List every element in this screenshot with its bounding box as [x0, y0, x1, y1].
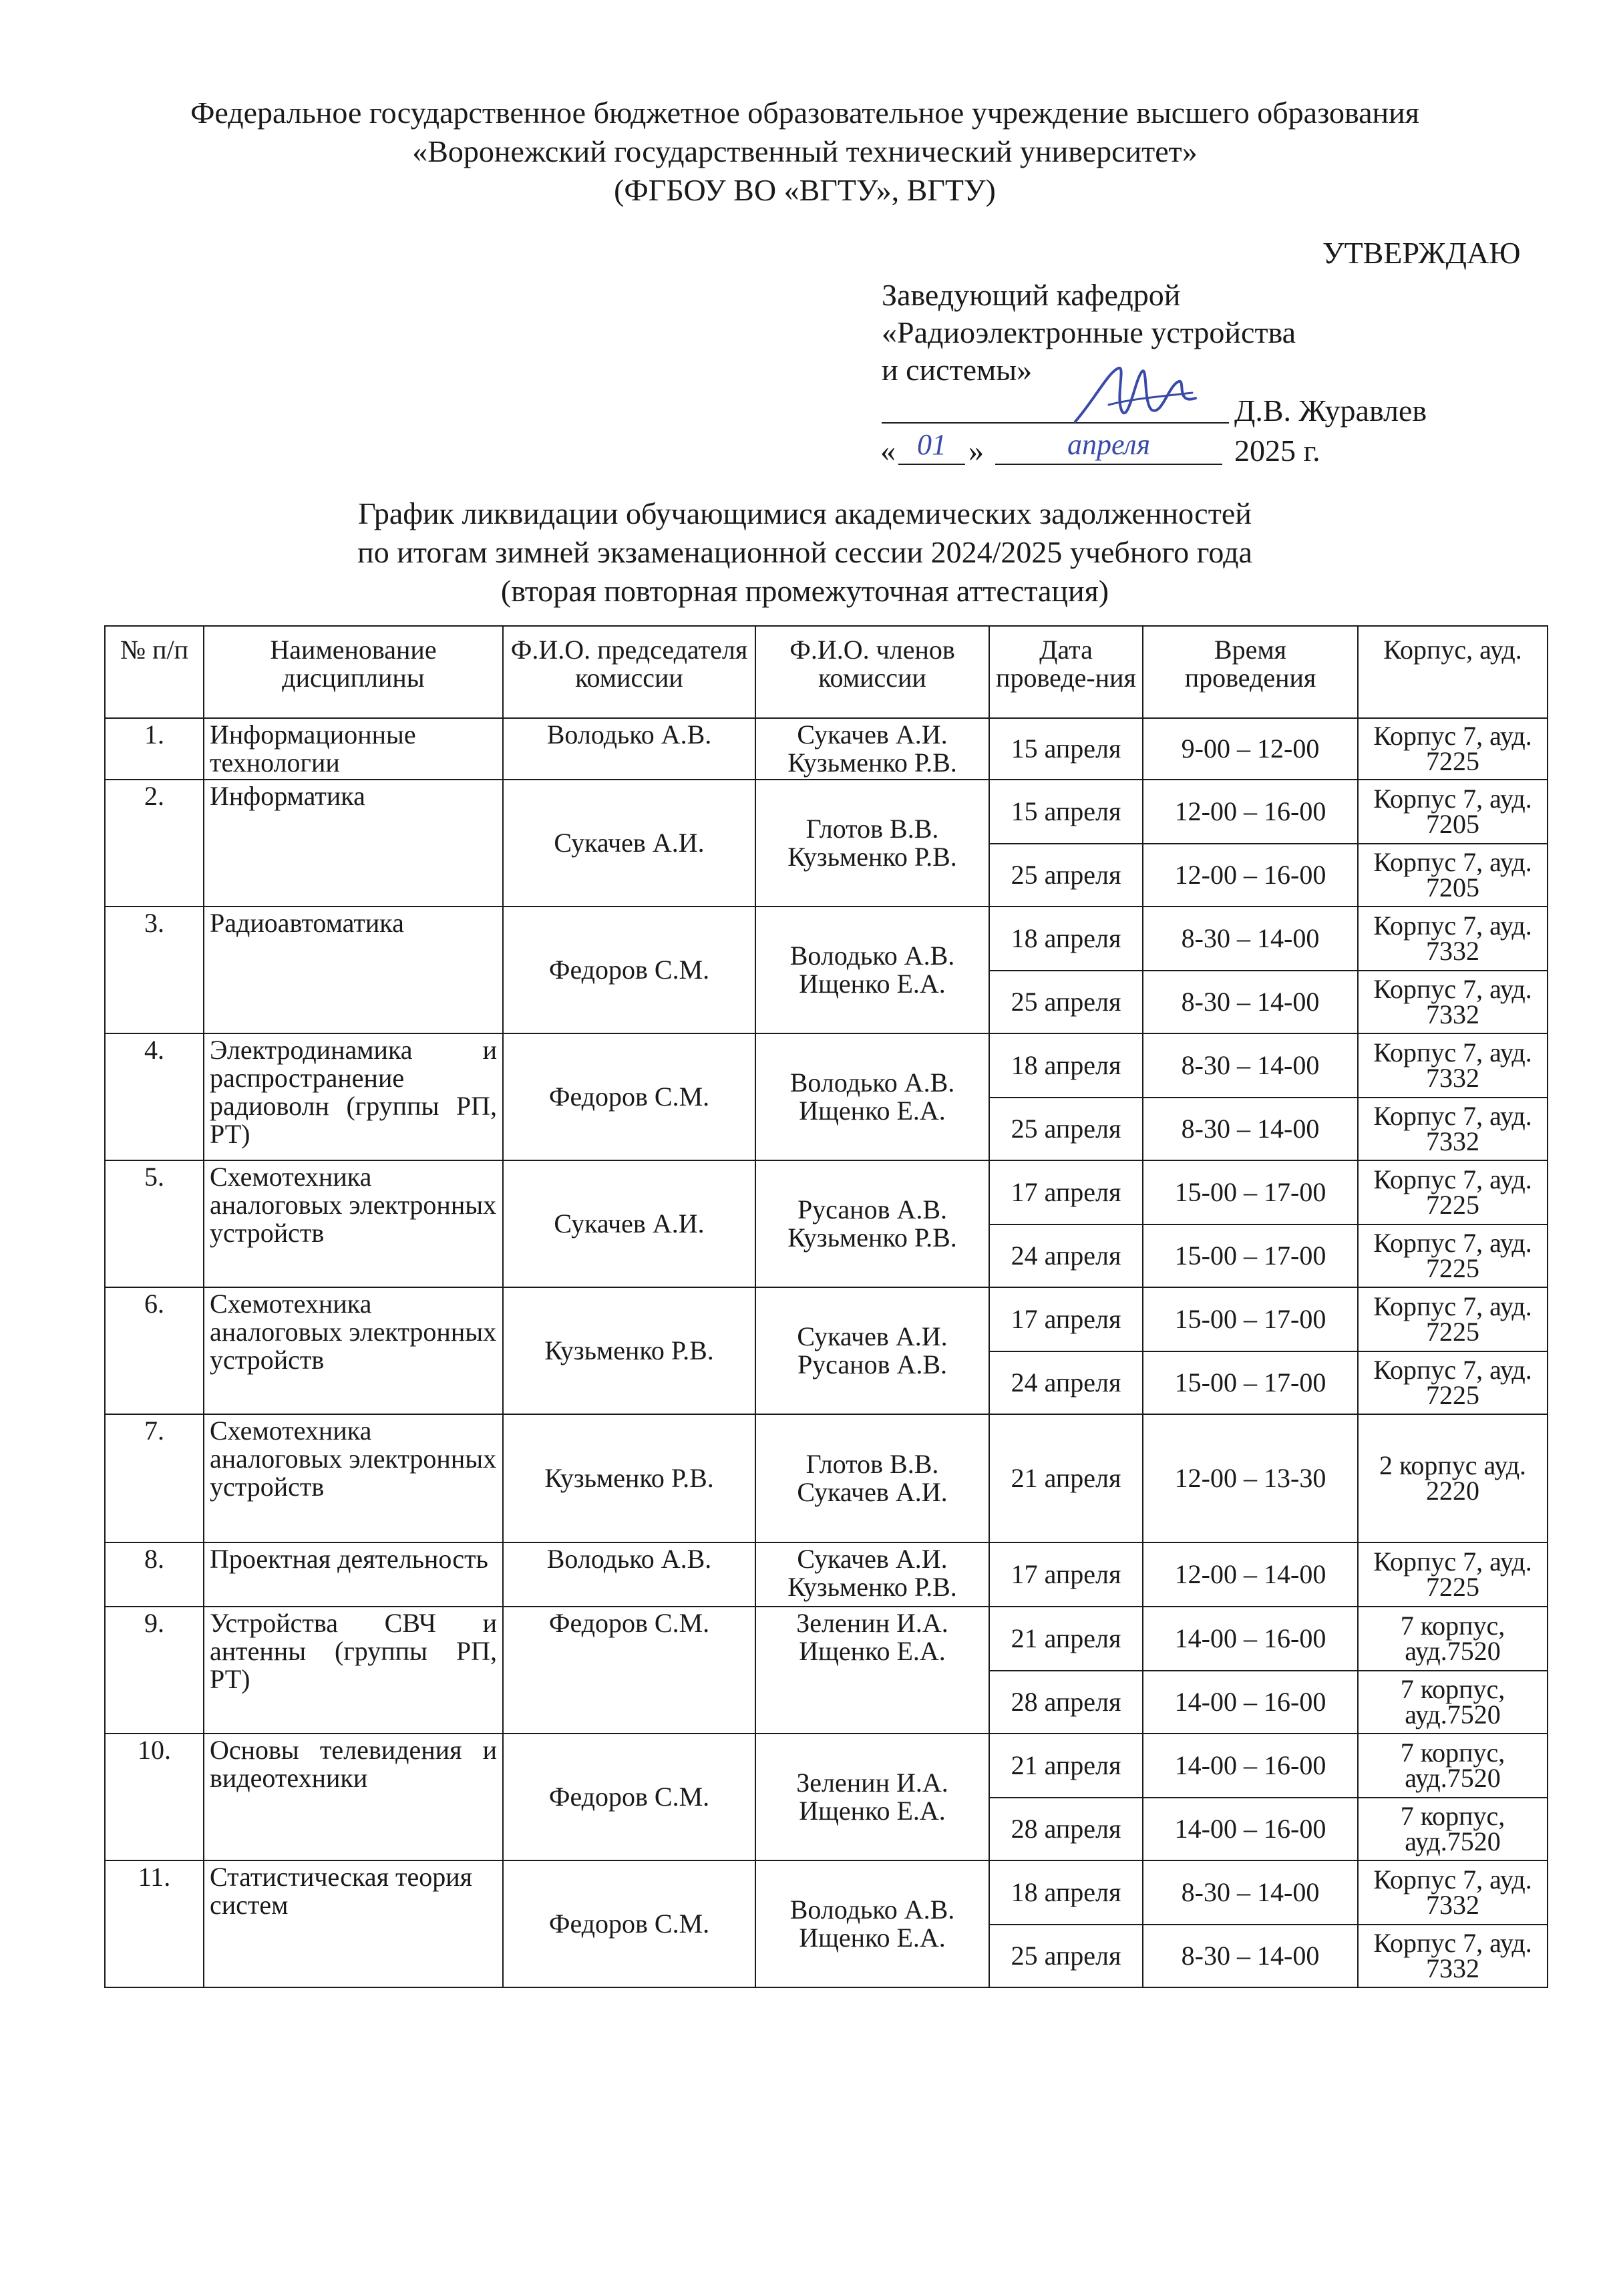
row-number: 3. [105, 907, 204, 1033]
header-members: Ф.И.О. членов комиссии [755, 626, 989, 718]
table-row [105, 1542, 1548, 1607]
row-members: Володько А.В. Ищенко Е.А. [755, 1860, 989, 1987]
row-members: Сукачев А.И. Кузьменко Р.В. [755, 718, 989, 780]
table-row [105, 1287, 1548, 1351]
title-line-1: График ликвидации обучающимися академических задолженностей [358, 496, 1252, 530]
approval-title: УТВЕРЖДАЮ [1322, 236, 1521, 270]
row-number: 10. [105, 1734, 204, 1860]
approval-day: 01 [898, 428, 965, 465]
row-number: 7. [105, 1414, 204, 1542]
session-date: 17 апреля [989, 1160, 1143, 1224]
session-room: Корпус 7, ауд. 7332 [1358, 907, 1548, 971]
header-chair: Ф.И.О. председателя комиссии [503, 626, 755, 718]
session-time: 8-30 – 14-00 [1143, 907, 1358, 971]
row-chair: Федоров С.М. [503, 1860, 755, 1987]
row-members: Сукачев А.И. Кузьменко Р.В. [755, 1542, 989, 1607]
row-number: 1. [105, 718, 204, 780]
row-number: 4. [105, 1033, 204, 1160]
session-room: 2 корпус ауд. 2220 [1358, 1414, 1548, 1542]
session-date: 25 апреля [989, 1098, 1143, 1160]
institution-line-2: «Воронежский государственный технический университет» [412, 134, 1198, 168]
session-time: 12-00 – 16-00 [1143, 780, 1358, 844]
approval-position-1: Заведующий кафедрой [882, 278, 1181, 312]
session-time: 8-30 – 14-00 [1143, 1098, 1358, 1160]
row-members: Русанов А.В. Кузьменко Р.В. [755, 1160, 989, 1287]
session-room: Корпус 7, ауд. 7225 [1358, 1351, 1548, 1414]
row-chair: Кузьменко Р.В. [503, 1287, 755, 1414]
row-number: 11. [105, 1860, 204, 1987]
session-date: 25 апреля [989, 1925, 1143, 1987]
row-discipline: Информатика [204, 780, 503, 907]
row-members: Володько А.В. Ищенко Е.А. [755, 907, 989, 1033]
row-number: 2. [105, 780, 204, 907]
session-date: 21 апреля [989, 1607, 1143, 1671]
table-row [105, 1607, 1548, 1671]
session-date: 15 апреля [989, 718, 1143, 780]
row-discipline: Схемотехника аналоговых электронных устройств [204, 1287, 503, 1414]
header-time: Время проведения [1143, 626, 1358, 718]
session-time: 15-00 – 17-00 [1143, 1160, 1358, 1224]
session-room: 7 корпус, ауд.7520 [1358, 1734, 1548, 1798]
table-row [105, 780, 1548, 844]
session-time: 12-00 – 16-00 [1143, 844, 1358, 907]
session-time: 14-00 – 16-00 [1143, 1671, 1358, 1734]
session-room: Корпус 7, ауд. 7225 [1358, 1160, 1548, 1224]
row-number: 9. [105, 1607, 204, 1734]
session-date: 25 апреля [989, 971, 1143, 1033]
row-chair: Володько А.В. [503, 718, 755, 780]
session-room: 7 корпус, ауд.7520 [1358, 1671, 1548, 1734]
table-header-row [105, 626, 1548, 718]
session-date: 25 апреля [989, 844, 1143, 907]
header-discipline: Наименование дисциплины [204, 626, 503, 718]
row-discipline: Статистическая теория систем [204, 1860, 503, 1987]
row-discipline: Электродинамика и распространение радиоволн (группы РП, РТ) [204, 1033, 503, 1160]
title-line-3: (вторая повторная промежуточная аттестация) [500, 574, 1109, 608]
session-room: Корпус 7, ауд. 7332 [1358, 1098, 1548, 1160]
handwritten-signature [1069, 358, 1202, 432]
document-title [100, 494, 1509, 611]
row-members: Глотов В.В. Кузьменко Р.В. [755, 780, 989, 907]
session-date: 17 апреля [989, 1287, 1143, 1351]
table-row [105, 1033, 1548, 1098]
session-time: 9-00 – 12-00 [1143, 718, 1358, 780]
header-num: № п/п [105, 626, 204, 718]
row-members: Зеленин И.А. Ищенко Е.А. [755, 1734, 989, 1860]
session-date: 17 апреля [989, 1542, 1143, 1607]
session-room: Корпус 7, ауд. 7225 [1358, 1542, 1548, 1607]
table-row [105, 1860, 1548, 1925]
session-time: 8-30 – 14-00 [1143, 1033, 1358, 1098]
row-chair: Федоров С.М. [503, 1607, 755, 1734]
schedule-table [104, 625, 1548, 1988]
session-time: 12-00 – 14-00 [1143, 1542, 1358, 1607]
institution-header [100, 94, 1509, 210]
approval-position-3: и системы» [882, 353, 1033, 387]
row-members: Володько А.В. Ищенко Е.А. [755, 1033, 989, 1160]
table-row [105, 1160, 1548, 1224]
row-chair: Федоров С.М. [503, 1033, 755, 1160]
row-number: 5. [105, 1160, 204, 1287]
session-time: 14-00 – 16-00 [1143, 1798, 1358, 1860]
session-date: 18 апреля [989, 1860, 1143, 1925]
approver-name: Д.В. Журавлев [1234, 393, 1427, 428]
row-discipline: Радиоавтоматика [204, 907, 503, 1033]
session-date: 18 апреля [989, 907, 1143, 971]
session-room: 7 корпус, ауд.7520 [1358, 1607, 1548, 1671]
session-room: 7 корпус, ауд.7520 [1358, 1798, 1548, 1860]
row-chair: Федоров С.М. [503, 1734, 755, 1860]
session-time: 8-30 – 14-00 [1143, 971, 1358, 1033]
table-row [105, 907, 1548, 971]
row-discipline: Устройства СВЧ и антенны (группы РП, РТ) [204, 1607, 503, 1734]
session-time: 14-00 – 16-00 [1143, 1607, 1358, 1671]
row-members: Сукачев А.И. Русанов А.В. [755, 1287, 989, 1414]
row-number: 8. [105, 1542, 204, 1607]
session-date: 24 апреля [989, 1351, 1143, 1414]
row-discipline: Информационные технологии [204, 718, 503, 780]
session-date: 21 апреля [989, 1414, 1143, 1542]
row-chair: Кузьменко Р.В. [503, 1414, 755, 1542]
institution-line-1: Федеральное государственное бюджетное образовательное учреждение высшего образования [190, 96, 1419, 130]
header-room: Корпус, ауд. [1358, 626, 1548, 718]
approval-month: апреля [995, 428, 1222, 465]
session-room: Корпус 7, ауд. 7332 [1358, 1860, 1548, 1925]
header-date: Дата проведе-ния [989, 626, 1143, 718]
row-chair: Володько А.В. [503, 1542, 755, 1607]
row-chair: Сукачев А.И. [503, 780, 755, 907]
session-room: Корпус 7, ауд. 7332 [1358, 1033, 1548, 1098]
session-date: 28 апреля [989, 1798, 1143, 1860]
session-time: 8-30 – 14-00 [1143, 1860, 1358, 1925]
session-room: Корпус 7, ауд. 7332 [1358, 971, 1548, 1033]
session-time: 12-00 – 13-30 [1143, 1414, 1358, 1542]
session-date: 21 апреля [989, 1734, 1143, 1798]
session-room: Корпус 7, ауд. 7205 [1358, 844, 1548, 907]
session-time: 15-00 – 17-00 [1143, 1224, 1358, 1287]
session-date: 18 апреля [989, 1033, 1143, 1098]
session-time: 15-00 – 17-00 [1143, 1351, 1358, 1414]
row-discipline: Проектная деятельность [204, 1542, 503, 1607]
row-chair: Сукачев А.И. [503, 1160, 755, 1287]
row-number: 6. [105, 1287, 204, 1414]
session-date: 24 апреля [989, 1224, 1143, 1287]
session-date: 28 апреля [989, 1671, 1143, 1734]
session-room: Корпус 7, ауд. 7205 [1358, 780, 1548, 844]
title-line-2: по итогам зимней экзаменационной сессии 2024/2025 учебного года [357, 535, 1252, 569]
approval-position-2: «Радиоэлектронные устройства [882, 315, 1296, 349]
date-open-quote: « [880, 434, 896, 468]
table-row [105, 1734, 1548, 1798]
row-members: Зеленин И.А. Ищенко Е.А. [755, 1607, 989, 1734]
session-room: Корпус 7, ауд. 7225 [1358, 1224, 1548, 1287]
table-row [105, 718, 1548, 780]
row-discipline: Основы телевидения и видеотехники [204, 1734, 503, 1860]
date-close-quote: » [968, 434, 984, 468]
institution-line-3: (ФГБОУ ВО «ВГТУ», ВГТУ) [614, 173, 996, 207]
session-time: 14-00 – 16-00 [1143, 1734, 1358, 1798]
session-room: Корпус 7, ауд. 7225 [1358, 1287, 1548, 1351]
session-time: 15-00 – 17-00 [1143, 1287, 1358, 1351]
row-members: Глотов В.В. Сукачев А.И. [755, 1414, 989, 1542]
row-chair: Федоров С.М. [503, 907, 755, 1033]
session-room: Корпус 7, ауд. 7225 [1358, 718, 1548, 780]
session-room: Корпус 7, ауд. 7332 [1358, 1925, 1548, 1987]
session-time: 8-30 – 14-00 [1143, 1925, 1358, 1987]
row-discipline: Схемотехника аналоговых электронных устройств [204, 1160, 503, 1287]
approval-year: 2025 г. [1234, 434, 1320, 468]
table-row [105, 1414, 1548, 1542]
session-date: 15 апреля [989, 780, 1143, 844]
row-discipline: Схемотехника аналоговых электронных устройств [204, 1414, 503, 1542]
